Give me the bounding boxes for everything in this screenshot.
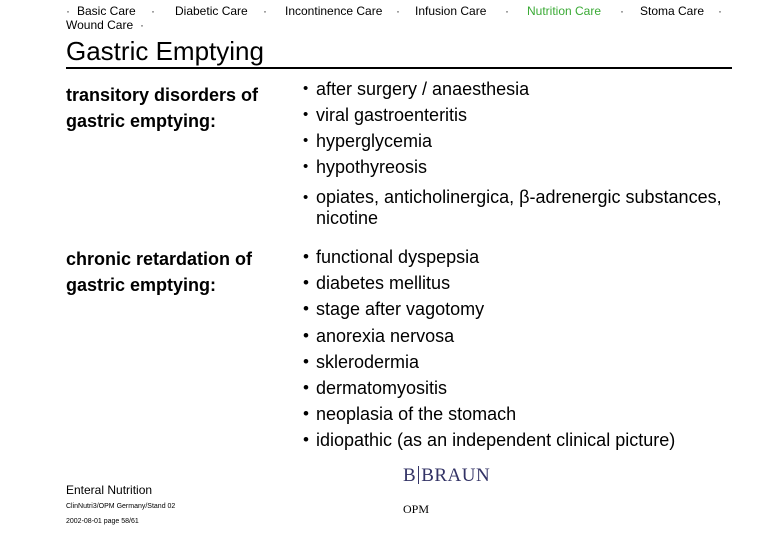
transitory-label-line2: gastric emptying: <box>66 111 217 131</box>
list-item: • sklerodermia <box>303 349 675 375</box>
bullet-icon: • <box>303 132 309 149</box>
list-item: • viral gastroenteritis <box>303 102 529 128</box>
page-title: Gastric Emptying <box>66 36 732 69</box>
chronic-label-line2: gastric emptying: <box>66 275 217 295</box>
nav-separator: · <box>151 4 155 18</box>
opm-label: OPM <box>403 502 430 516</box>
list-item: • hyperglycemia <box>303 128 529 154</box>
list-item: • diabetes mellitus <box>303 270 675 296</box>
chronic-label <box>66 246 252 298</box>
nav-basic-care[interactable]: Basic Care <box>77 4 136 18</box>
bullet-icon: • <box>303 273 309 293</box>
logo-right: BRAUN <box>421 465 491 486</box>
nav-separator: · <box>66 4 70 18</box>
top-navigation <box>0 4 780 34</box>
list-item: • hypothyreosis <box>303 154 529 180</box>
transitory-label <box>66 82 258 134</box>
transitory-label-line1: transitory disorders of <box>66 85 259 105</box>
nav-separator: · <box>140 18 144 32</box>
transitory-list <box>303 76 529 180</box>
bullet-icon: • <box>303 106 309 123</box>
list-item: • idiopathic (as an independent clinical picture) <box>303 427 675 453</box>
bullet-icon: • <box>303 189 309 206</box>
nav-separator: · <box>263 4 267 18</box>
list-item: • neoplasia of the stomach <box>303 401 675 427</box>
nav-nutrition-care[interactable]: Nutrition Care <box>527 4 602 18</box>
nav-separator: · <box>396 4 400 18</box>
bullet-icon: • <box>303 80 309 97</box>
bullet-icon: • <box>303 378 309 398</box>
footer-title: Enteral Nutrition <box>66 483 153 497</box>
list-item: • stage after vagotomy <box>303 296 675 322</box>
chronic-label-line1: chronic retardation of <box>66 249 253 269</box>
nav-wound-care[interactable]: Wound Care <box>66 18 134 32</box>
nav-separator: · <box>620 4 624 18</box>
nav-stoma-care[interactable]: Stoma Care <box>640 4 705 18</box>
logo-left: B <box>403 465 417 486</box>
bullet-icon: • <box>303 247 309 266</box>
list-item: • opiates, anticholinergica, β-adrenergic substances, nicotine <box>303 187 722 228</box>
nav-separator: · <box>505 4 509 18</box>
list-item: • after surgery / anaesthesia <box>303 76 529 102</box>
footer-line-2: 2002-08-01 page 58/61 <box>66 518 139 525</box>
chronic-list <box>303 244 675 454</box>
logo-divider <box>418 466 419 484</box>
nav-separator: · <box>718 4 722 18</box>
nav-diabetic-care[interactable]: Diabetic Care <box>175 4 248 18</box>
transitory-extra-list <box>303 187 780 229</box>
bullet-icon: • <box>303 158 309 175</box>
bullet-icon: • <box>303 404 309 424</box>
nav-incontinence-care[interactable]: Incontinence Care <box>285 4 383 18</box>
bbraun-logo <box>403 465 490 487</box>
bullet-icon: • <box>303 299 309 319</box>
nav-infusion-care[interactable]: Infusion Care <box>415 4 487 18</box>
list-item: • dermatomyositis <box>303 375 675 401</box>
bullet-icon: • <box>303 325 309 345</box>
bullet-icon: • <box>303 430 309 450</box>
bullet-icon: • <box>303 351 309 371</box>
list-item: • functional dyspepsia <box>303 244 675 270</box>
list-item: • anorexia nervosa <box>303 323 675 349</box>
footer-line-1: ClinNutri3/OPM Germany/Stand 02 <box>66 503 176 510</box>
